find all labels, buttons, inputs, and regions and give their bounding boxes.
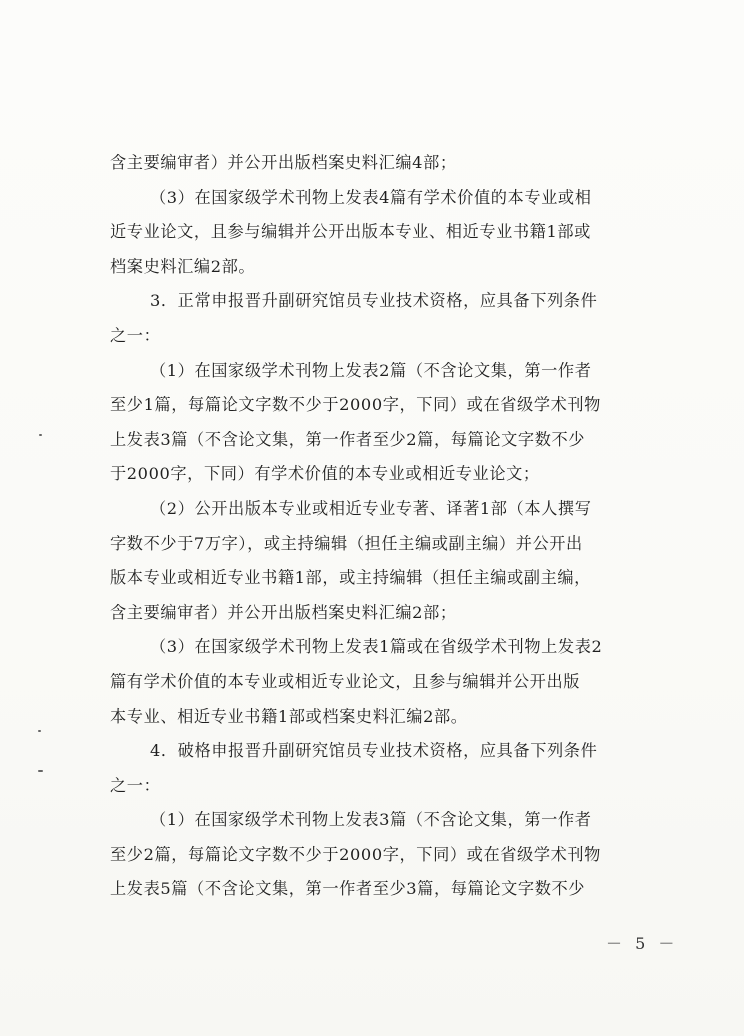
text-line: （3）在国家级学术刊物上发表4篇有学术价值的本专业或相 xyxy=(150,187,592,207)
text-line: （1）在国家级学术刊物上发表2篇（不含论文集，第一作者 xyxy=(150,360,592,380)
text-line: 上发表3篇（不含论文集，第一作者至少2篇，每篇论文字数不少 xyxy=(110,429,586,449)
text-line: 4．破格申报晋升副研究馆员专业技术资格，应具备下列条件 xyxy=(150,741,598,761)
page-number: － 5 － xyxy=(606,934,679,953)
text-line: 篇有学术价值的本专业或相近专业论文，且参与编辑并公开出版 xyxy=(110,671,581,691)
text-line: 3．正常申报晋升副研究馆员专业技术资格，应具备下列条件 xyxy=(150,291,598,311)
text-line: 至少1篇，每篇论文字数不少于2000字，下同）或在省级学术刊物 xyxy=(110,395,601,415)
text-line: 本专业、相近专业书籍1部或档案史料汇编2部。 xyxy=(110,706,468,726)
scan-speck xyxy=(39,434,42,436)
text-line: 之一： xyxy=(110,325,161,345)
text-line: 字数不少于7万字），或主持编辑（担任主编或副主编）并公开出 xyxy=(110,533,583,553)
scan-speck xyxy=(38,730,41,732)
text-line: （3）在国家级学术刊物上发表1篇或在省级学术刊物上发表2 xyxy=(150,637,603,657)
text-line: （2）公开出版本专业或相近专业专著、译著1部（本人撰写 xyxy=(150,498,592,518)
text-line: 版本专业或相近专业书籍1部，或主持编辑（担任主编或副主编， xyxy=(110,568,591,588)
text-line: 档案史料汇编2部。 xyxy=(110,256,256,276)
text-line: 含主要编审者）并公开出版档案史料汇编2部； xyxy=(110,602,457,622)
document-body xyxy=(110,146,650,907)
text-line: 含主要编审者）并公开出版档案史料汇编4部； xyxy=(110,153,457,172)
text-line: 之一： xyxy=(110,775,161,795)
text-line: 上发表5篇（不含论文集，第一作者至少3篇，每篇论文字数不少 xyxy=(110,879,586,899)
text-line: （1）在国家级学术刊物上发表3篇（不含论文集，第一作者 xyxy=(150,810,592,830)
scan-speck xyxy=(38,770,43,772)
text-line: 至少2篇，每篇论文字数不少于2000字，下同）或在省级学术刊物 xyxy=(110,844,601,864)
text-line: 近专业论文，且参与编辑并公开出版本专业、相近专业书籍1部或 xyxy=(110,222,591,242)
text-line: 于2000字，下同）有学术价值的本专业或相近专业论文； xyxy=(110,464,540,484)
